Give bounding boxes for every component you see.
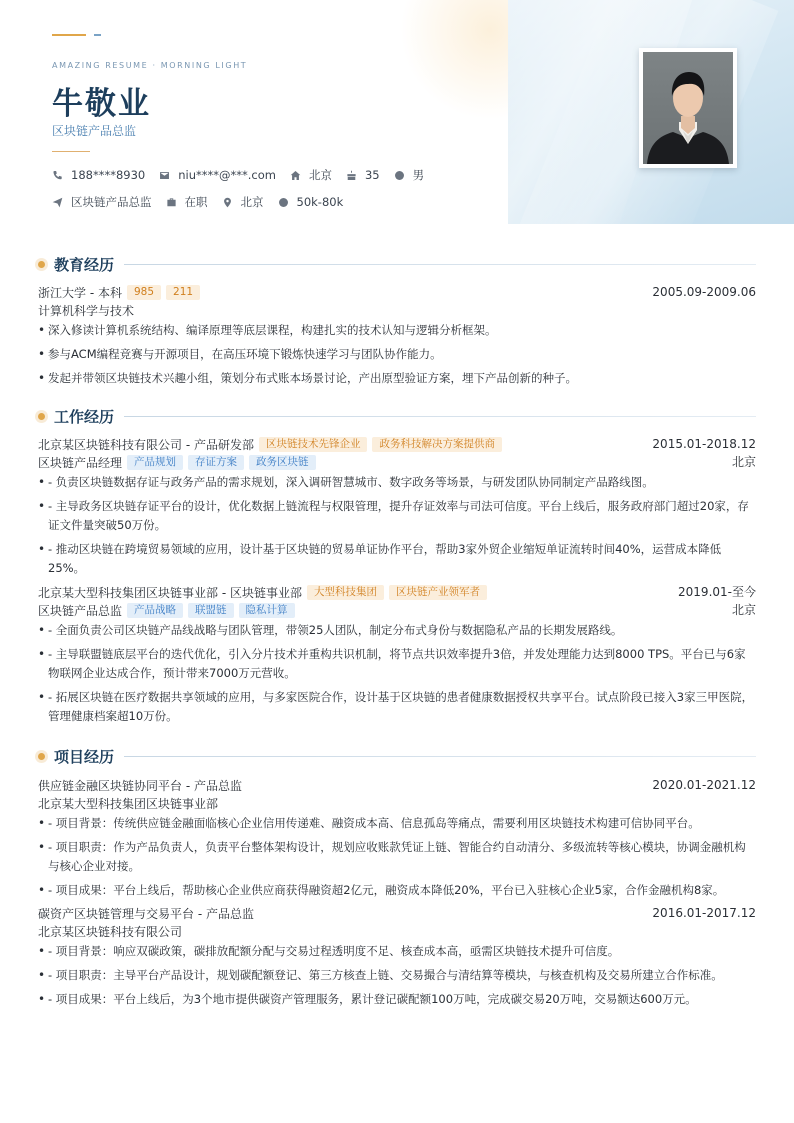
project-entry [38,904,756,1014]
role-tag: 联盟链 [188,603,234,618]
project-name-row [38,904,756,922]
section-divider [124,756,756,757]
school-tag: 985 [127,285,161,300]
profile-photo [643,52,733,164]
school-tag: 211 [166,285,200,300]
company-row [38,435,756,453]
list-item: • - 项目背景：响应双碳政策，碳排放配额分配与交易过程透明度不足、核查成本高，亟需区块链技术提升可信度。 [38,942,756,961]
residence-item [290,167,332,183]
phone-item [52,168,145,182]
money-icon [278,197,289,208]
role-tag: 政务区块链 [249,455,316,470]
section-bullet-dot [38,261,45,268]
section-bullet-dot [38,753,45,760]
list-item: • - 主导联盟链底层平台的迭代优化，引入分片技术并重构共识机制，将节点共识效率提升3倍，并发处理能力达到8000 TPS。平台已与6家物联网企业达成合作，预计带来7000万元营收。 [38,645,756,683]
job-role: 区块链产品经理 [38,455,123,470]
age-value: 35 [364,168,380,182]
profile-photo-frame [639,48,737,168]
section-divider [124,416,756,417]
role-tag: 产品战略 [127,603,183,618]
salary-item [278,195,344,209]
section-bullet-dot [38,413,45,420]
work-entry [38,435,756,583]
phone-icon [52,170,63,181]
project-name: 碳资产区块链管理与交易平台 - 产品总监 [38,906,254,921]
job-location: 北京 [731,455,756,469]
job-role: 区块链产品总监 [38,603,123,618]
school-name: 浙江大学 - 本科 [38,285,122,300]
status-item [166,194,208,210]
project-dates: 2020.01-2021.12 [652,778,756,792]
portrait-illustration [643,52,733,164]
role-tag: 存证方案 [188,455,244,470]
expected-salary: 50k-80k [296,195,344,209]
list-item: • - 主导政务区块链存证平台的设计，优化数据上链流程与权限管理，提升存证效率与司法可信度。平台上线后，服务政府部门超过20家，存证文件量突破50万份。 [38,497,756,535]
phone-number: 188****8930 [71,168,146,182]
section-projects-header [38,746,756,766]
project-bullets [38,942,756,1009]
project-name-row [38,776,756,794]
company-name: 北京某区块链科技有限公司 - 产品研发部 [38,437,254,452]
project-entry [38,776,756,905]
target-city: 北京 [240,195,264,209]
briefcase-icon [166,197,177,208]
job-bullets [38,621,756,726]
education-school-row [38,283,756,301]
project-org: 北京某大型科技集团区块链事业部 [38,796,219,811]
job-intent-row [52,194,357,210]
list-item: • 发起并带领区块链技术兴趣小组，策划分布式账本场景讨论，产出原型验证方案，埋下产品创新的种子。 [38,369,756,388]
company-tag: 区块链技术先锋企业 [259,437,368,452]
list-item: • - 项目职责：作为产品负责人，负责平台整体架构设计，规划应收账款凭证上链、智能合约自动清分、多级流转等核心模块，协调金融机构与核心企业对接。 [38,838,756,876]
project-bullets [38,814,756,900]
mail-icon [159,170,170,181]
gender-item [394,167,425,183]
role-row [38,601,756,619]
list-item: • - 推动区块链在跨境贸易领域的应用，设计基于区块链的贸易单证协作平台，帮助3家外贸企业缩短单证流转时间40%，运营成本降低25%。 [38,540,756,578]
home-icon [290,170,301,181]
location-pin-icon [222,197,233,208]
company-tag: 政务科技解决方案提供商 [372,437,502,452]
residence-city: 北京 [308,168,332,182]
section-divider [124,264,756,265]
list-item: • 参与ACM编程竞赛与开源项目，在高压环境下锻炼快速学习与团队协作能力。 [38,345,756,364]
employment-status: 在职 [184,195,208,209]
list-item: • - 拓展区块链在医疗数据共享领域的应用，与多家医院合作，设计基于区块链的患者健康数据授权共享平台。试点阶段已接入3家三甲医院，管理健康档案超10万份。 [38,688,756,726]
section-title: 教育经历 [54,255,115,274]
email-address: niu****@***.com [178,168,276,182]
project-org-row [38,922,756,940]
project-name: 供应链金融区块链协同平台 - 产品总监 [38,778,242,793]
list-item: • - 项目背景：传统供应链金融面临核心企业信用传递难、融资成本高、信息孤岛等痛点，需要利用区块链技术构建可信协同平台。 [38,814,756,833]
education-entry [38,283,756,393]
name-divider [52,151,90,152]
company-row [38,583,756,601]
education-major-row [38,301,756,319]
resume-kicker: AMAZING RESUME · MORNING LIGHT [52,61,248,70]
cake-icon [346,170,357,181]
list-item: • - 全面负责公司区块链产品线战略与团队管理，带领25人团队，制定分布式身份与数据隐私产品的长期发展路线。 [38,621,756,640]
list-item: • - 项目成果：平台上线后，为3个地市提供碳资产管理服务，累计登记碳配额100万吨，完成碳交易20万吨，交易额达600万元。 [38,990,756,1009]
list-item: • - 项目职责：主导平台产品设计，规划碳配额登记、第三方核查上链、交易撮合与清结算等模块，与核查机构及交易所建立合作标准。 [38,966,756,985]
company-tag: 大型科技集团 [307,585,384,600]
job-location: 北京 [731,603,756,617]
section-title: 项目经历 [54,747,115,766]
list-item: • 深入修读计算机系统结构、编译原理等底层课程，构建扎实的技术认知与逻辑分析框架。 [38,321,756,340]
contact-row [52,167,438,183]
section-education-header [38,254,756,274]
target-role: 区块链产品总监 [71,195,152,209]
person-icon [394,170,405,181]
role-row [38,453,756,471]
email-item [159,168,276,182]
target-role-item [52,194,152,210]
candidate-title: 区块链产品总监 [52,124,137,138]
list-item: • - 项目成果：平台上线后，帮助核心企业供应商获得融资超2亿元，融资成本降低20%，平台已入驻核心企业5家，合作金融机构8家。 [38,881,756,900]
section-work-header [38,406,756,426]
company-tag: 区块链产业领军者 [389,585,487,600]
send-icon [52,197,63,208]
age-item [346,168,380,182]
section-title: 工作经历 [54,407,115,426]
work-entry [38,583,756,731]
role-tag: 隐私计算 [239,603,295,618]
education-bullets [38,321,756,388]
target-city-item [222,194,264,210]
project-org-row [38,794,756,812]
job-dates: 2019.01-至今 [678,585,756,599]
role-tag: 产品规划 [127,455,183,470]
education-dates: 2005.09-2009.06 [652,285,756,299]
candidate-name: 牛敬业 [52,86,151,122]
project-org: 北京某区块链科技有限公司 [38,924,183,939]
company-name: 北京某大型科技集团区块链事业部 - 区块链事业部 [38,585,302,600]
list-item: • - 负责区块链数据存证与政务产品的需求规划，深入调研智慧城市、数字政务等场景，与研发团队协同制定产品路线图。 [38,473,756,492]
project-dates: 2016.01-2017.12 [652,906,756,920]
job-bullets [38,473,756,578]
job-dates: 2015.01-2018.12 [652,437,756,451]
major: 计算机科学与技术 [38,303,135,318]
gender-value: 男 [412,168,425,182]
